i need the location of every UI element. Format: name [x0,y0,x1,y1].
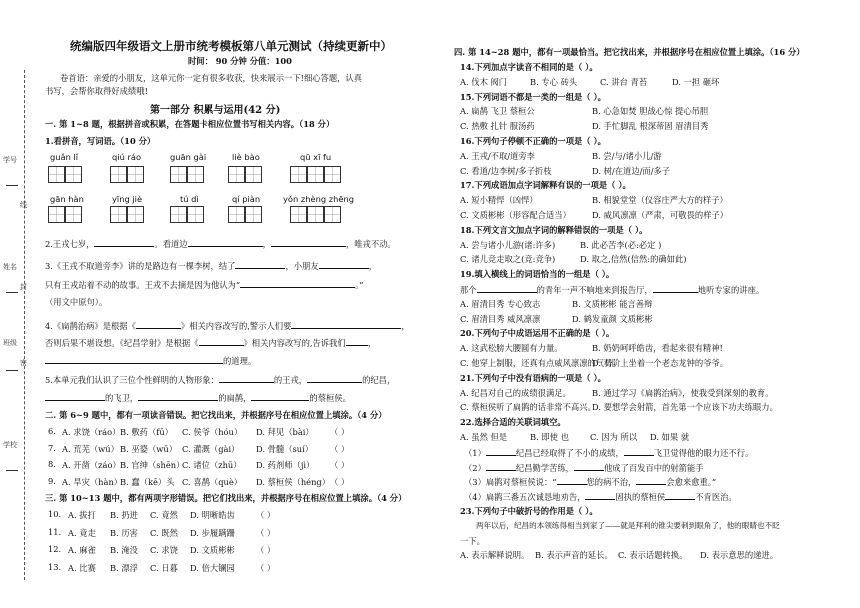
q14-option-a[interactable]: A. 伐木 阀门 [460,76,508,87]
q21-option-a[interactable]: A. 纪昌对自己的成绩很满足。 [460,387,571,398]
q3-line-2: 只有王戎站着不动的故事。王戎不去摘是因为他认为“ 。” [45,280,364,290]
q6-answer-paren[interactable]: （ ） [330,427,350,437]
q3-blank-2[interactable] [319,259,369,269]
q8-option-b[interactable]: B. 官绅（shēn） [120,460,185,470]
q13-option-d[interactable]: D. 倍大镧园 [190,562,235,573]
q15-option-c[interactable]: C. 热敷 扎针 服汤药 [460,121,535,132]
q6-option-b[interactable]: B. 敷药（fū） [120,427,173,437]
pinyin-2-1: gān hàn [50,194,84,204]
q17-option-b[interactable]: B. 相貌堂堂（仪容庄严大方的样子） [592,195,728,206]
q19-option-a[interactable]: A. 眉清目秀 专心致志 [460,298,541,309]
binding-dashed-line [24,70,25,580]
q11-option-d[interactable]: D. 步履蹒跚 [190,527,235,538]
q20-option-c[interactable]: C. 他穿上制服，还真有点威风凛凛的气势。 [460,358,621,368]
q15-title: 15.下列词语不都是一类的一组是（ ）。 [460,91,606,102]
q16-title: 16.下列句子停顿不正确的一项是（ ）。 [460,136,606,146]
q21-option-c[interactable]: C. 蔡桓侯听了扁鹊的话非常不高兴。 [460,402,596,413]
q18-option-a[interactable]: A. 尝与诸小儿游(诸:许多) [460,239,556,250]
q9-option-d[interactable]: D. 蔡桓侯（héng） [256,476,331,487]
margin-label-class: 班级 [3,339,17,347]
q19-option-c[interactable]: C. 眉清目秀 威风凛凛 [460,313,541,324]
q5-blank-1[interactable] [219,373,274,383]
q22-title: 22.选择合适的关联词填空。 [460,417,566,428]
q19-option-b[interactable]: B. 文质彬彬 能言善辩 [572,298,653,309]
q20-option-b[interactable]: B. 奶奶呵呼皓齿，看起来很有精神! [592,343,723,354]
q11-option-c[interactable]: C. 既然 [150,527,178,538]
q22-item-2: （2） 纪昌勤学苦练， 他成了百发百中的射箭能手 [464,462,704,473]
q16-option-b[interactable]: B. 尝/与/诸小儿/游 [592,150,662,161]
part1-title: 第一部分 积累与运用(42 分) [150,105,281,116]
q17-title: 17.下列成语加点字词解释有误的一项是（ ）。 [460,180,631,191]
q23-option-b[interactable]: B. 表示声音的延长。 [535,550,613,561]
pinyin-2-4: qí piàn [232,194,261,204]
q20-option-d[interactable]: D. 石阶上坐着一个老态龙钟的爷爷。 [592,358,729,368]
q22-blank[interactable] [486,446,516,456]
q18-option-d[interactable]: D. 取之,信然(信然:的确如此) [580,254,687,265]
q22-blank[interactable] [636,475,666,485]
q10-option-d[interactable]: D. 明晰皓齿 [190,510,235,520]
q9-option-a[interactable]: A. 旱灾（hàn） [62,476,123,487]
q19-title: 19.填入横线上的词语恰当的一组是（ ）。 [460,269,615,280]
q21-option-d[interactable]: D. 要想学会射箭，首先第一个应该下功夫练眼力。 [592,402,778,413]
pinyin-1-1: guǎn lǐ [50,152,79,162]
q15-option-b[interactable]: B. 心急如焚 胆战心惊 提心吊胆 [592,106,709,117]
q22-item-1: （1） 纪昌已经取得了不小的成绩， 飞卫觉得他的眼力还不行。 [464,447,754,458]
q8-option-d[interactable]: D. 药剂师（jì） [256,460,315,470]
q11-option-a[interactable]: A. 竟走 [68,527,96,538]
q4-blank-3[interactable] [199,336,244,346]
q5-blank-3[interactable] [45,391,105,401]
q9-option-b[interactable]: B. 蠢（kē）头 [120,476,175,487]
q22-item-4: （4）扁鹊三番五次诚恳地劝告， 固执的蔡桓侯 不肯医治。 [464,492,737,503]
pinyin-1-5: qū xī fu [300,152,332,162]
q23-title: 23.下列句子中破折号的作用是（ ）。 [460,506,598,516]
q15-option-a[interactable]: A. 扁鹊 飞卫 蔡桓公 [460,106,535,117]
q6-number: 6. [48,426,56,436]
q13-option-b[interactable]: B. 漂浮 [110,562,138,573]
q19-blank-2[interactable] [653,283,698,293]
section4-heading: 四. 第 14~28 题中，都有一项最恰当。把它找出来，并根据序号在相应位置上填涂。（16 分） [454,47,805,57]
exam-title: 统编版四年级语文上册市统考模板第八单元测试（持续更新中） [70,39,392,53]
q8-option-a[interactable]: A. 开凿（záo） [62,460,121,470]
q8-answer-paren[interactable]: （ ） [330,460,350,470]
q16-option-a[interactable]: A. 王戎/不取/道旁李 [460,150,535,161]
q5-blank-2[interactable] [307,373,362,383]
q6-option-a[interactable]: A. 求饶（ráo） [62,427,121,437]
q10-number: 10. [48,509,62,519]
section3-heading: 三. 第 10~13 题中，都有两项字形错误。把它们找出来，并根据序号在相应位置上填涂。（4 分） [45,493,407,503]
q17-option-a[interactable]: A. 短小精悍（凶悍） [460,195,538,206]
margin-label-school: 学校 [3,441,17,449]
q22-blank[interactable] [665,490,695,500]
margin-label-name: 姓名 [3,263,17,271]
q16-option-c[interactable]: C. 看道/边李树/多子折枝 [460,165,552,176]
q21-title: 21.下列句子中没有语病的一项是（ ）。 [460,372,606,383]
exam-meta: 时间： 90 分钟 分值：100 [188,56,292,66]
q16-option-d[interactable]: D. 树/在道边/而/多子 [592,165,671,176]
q2: 2.王戎七岁， 。看道边 ， ，唯戎不动。 [45,239,396,249]
margin-label-seal: 封 [20,283,27,291]
q3-line-3: （用文中原句）。 [45,297,108,307]
q4-line-2: 否则后果不堪设想。《纪昌学射》是根据《 》相关内容改写的,告诉我们 ， [45,338,377,348]
q23-passage-line-1: 两年以后，纪昌的本领练得相当到家了——就是拜利的锥尖要刺到眼角了，他的眼睛也不眨 [476,520,780,530]
q20-option-a[interactable]: A. 这武松膀大腰圆有力量。 [460,343,563,354]
section2-heading: 二. 第 6~9 题中，都有一项读音错误。把它找出来，并根据序号在相应位置上填涂。（4 分） [45,410,387,420]
q7-number: 7. [48,442,56,453]
q4-blank-2[interactable] [291,319,401,329]
q1-title: 1.看拼音，写词语。（10 分） [45,136,156,146]
q7-answer-paren[interactable]: （ ） [330,443,350,454]
q8-number: 8. [48,459,56,469]
pinyin-1-4: liè bào [232,152,260,162]
q7-option-d[interactable]: D. 骨髓（suí） [256,443,314,454]
q13-number: 13. [48,561,62,572]
q2-blank-3[interactable] [271,237,346,247]
q9-number: 9. [48,475,56,486]
q23-option-c[interactable]: C. 表示话题转换。 [618,550,688,561]
q3-blank-3[interactable] [240,278,355,288]
q6-option-c[interactable]: C. 侯爷（hóu） [182,427,243,437]
q19-sentence: 那个 的青年一声不响地来到报告厅， 地听专家的讲座。 [460,285,765,295]
q22-option-d[interactable]: D. 如果 就 [650,432,690,442]
q4-line-3: 的道理。 [45,354,256,367]
q7-option-b[interactable]: B. 巫婆（wū） [120,443,178,454]
q12-option-b[interactable]: B. 淹没 [110,545,138,555]
q22-blank[interactable] [585,490,615,500]
q18-option-c[interactable]: C. 诸儿竞走取之(竞:竞争) [460,254,556,265]
q3-line-1: 3.《王戎不取道旁李》讲的是路边有一棵李树，结了 ，小朋友 ， [45,261,377,271]
q18-title: 18.下列文言文加点字词的解释错误的一项是（ ）。 [460,224,648,235]
margin-label-student-id: 学号 [3,156,17,164]
q9-option-c[interactable]: C. 喜鹊（què） [182,476,243,487]
q4-blank-4[interactable] [346,336,368,346]
intro-line-1: 卷首语：亲爱的小朋友，这单元你一定有很多收获，快来展示一下!细心答题，认真 [60,73,363,83]
q10-option-a[interactable]: A. 拔打 [68,510,96,520]
q17-option-d[interactable]: D. 威风凛凛（严肃，可敬畏的样子） [592,210,729,220]
pinyin-2-2: yīng jiè [112,194,143,204]
q2-blank-2[interactable] [188,237,263,247]
q10-option-c[interactable]: C. 竟然 [150,510,178,520]
q5-blank-5[interactable] [251,391,309,401]
q10-option-b[interactable]: B. 扔进 [110,510,138,520]
margin-label-secret: 密 [20,359,27,367]
q5-blank-4[interactable] [138,391,218,401]
q15-option-d[interactable]: D. 手忙脚乱 根深蒂固 眉清目秀 [592,121,709,132]
q20-title: 20.下列句子中成语运用不正确的是（ ）。 [460,328,615,339]
q4-blank-1[interactable] [136,319,181,329]
q11-number: 11. [48,526,62,537]
q22-blank[interactable] [624,446,654,456]
q19-blank-1[interactable] [477,283,537,293]
q12-answer-paren[interactable]: （ ） [256,545,276,555]
q18-option-b[interactable]: B. 此必苦李(必:必定 ) [580,239,662,250]
q22-option-b[interactable]: B. 即使 也 [530,432,569,442]
intro-line-2: 书写，会帮你取得好成绩哦! [45,86,148,96]
q22-blank[interactable] [574,461,604,471]
q7-option-c[interactable]: C. 灌溉（gài） [182,443,240,454]
q17-option-c[interactable]: C. 文质彬彬（形容配合适当） [460,210,571,220]
q8-option-c[interactable]: C. 诸位（zhū） [182,460,242,470]
q12-option-c[interactable]: C. 求饶 [150,545,178,555]
q9-answer-paren[interactable]: （ ） [330,476,350,487]
q23-option-a[interactable]: A. 表示解释说明。 [460,550,530,561]
q14-option-b[interactable]: B. 专心 砖头 [530,76,578,87]
q14-title: 14.下列加点字读音不相同的是（ ）。 [460,62,598,72]
pinyin-2-3: tú dì [180,194,199,204]
q14-option-c[interactable]: C. 讲台 青苔 [600,76,648,87]
q21-option-b[interactable]: B. 通过学习《扁鹊治病》，使我受到深刻的教育。 [592,387,774,398]
q13-option-a[interactable]: A. 比赛 [68,562,96,573]
q22-item-3: （3）扁鹊对蔡桓侯说：“ 您的病不治， 会愈来愈重。” [464,477,717,488]
q7-option-a[interactable]: A. 荒芜（wú） [62,443,119,454]
q3-blank-1[interactable] [235,259,285,269]
q23-option-d[interactable]: D. 表示意思的递进。 [700,550,779,561]
margin-label-line: 线 [20,201,27,209]
q14-option-d[interactable]: D. 一担 砸坏 [672,76,720,87]
q11-option-b[interactable]: B. 历害 [110,527,138,538]
q13-answer-paren[interactable]: （ ） [256,562,276,573]
q22-blank[interactable] [486,461,516,471]
q22-option-c[interactable]: C. 因为 所以 [590,432,638,442]
q5-line-2: 的飞卫， 的扁鹊， 的蔡桓侯。 [45,391,351,404]
q13-option-c[interactable]: C. 日暮 [150,562,178,573]
q19-option-d[interactable]: D. 鹤发童颜 文质彬彬 [572,313,653,324]
pinyin-2-5: yǒn zhèng zhēng [283,194,355,204]
q2-blank-1[interactable] [94,237,154,247]
q10-answer-paren[interactable]: （ ） [256,510,276,520]
q12-option-d[interactable]: D. 文质彬彬 [190,545,235,555]
q22-blank[interactable] [557,475,587,485]
pinyin-1-2: qiú ráo [112,152,142,162]
q12-option-a[interactable]: A. 麻雀 [68,545,96,555]
q6-option-d[interactable]: D. 拜见（bài） [256,427,314,437]
q11-answer-paren[interactable]: （ ） [256,527,276,538]
q4-blank-5[interactable] [45,354,223,364]
q22-option-a[interactable]: A. 虽然 但是 [460,432,508,442]
q4-line-1: 4.《扁鹊治病》是根据《 》相关内容改写的,警示人们要 ， [45,321,410,331]
q23-passage-line-2: 一下。 [460,535,485,546]
section1-heading: 一. 第 1~8 题，根据拼音或积累，在答题卡相应位置书写相关内容。（18 分） [45,119,335,129]
pinyin-1-3: guān gài [170,152,207,162]
q5-line-1: 5.本单元我们认识了三位个性鲜明的人物形象： 的王戎， 的纪昌， [45,375,396,385]
q12-number: 12. [48,544,62,554]
